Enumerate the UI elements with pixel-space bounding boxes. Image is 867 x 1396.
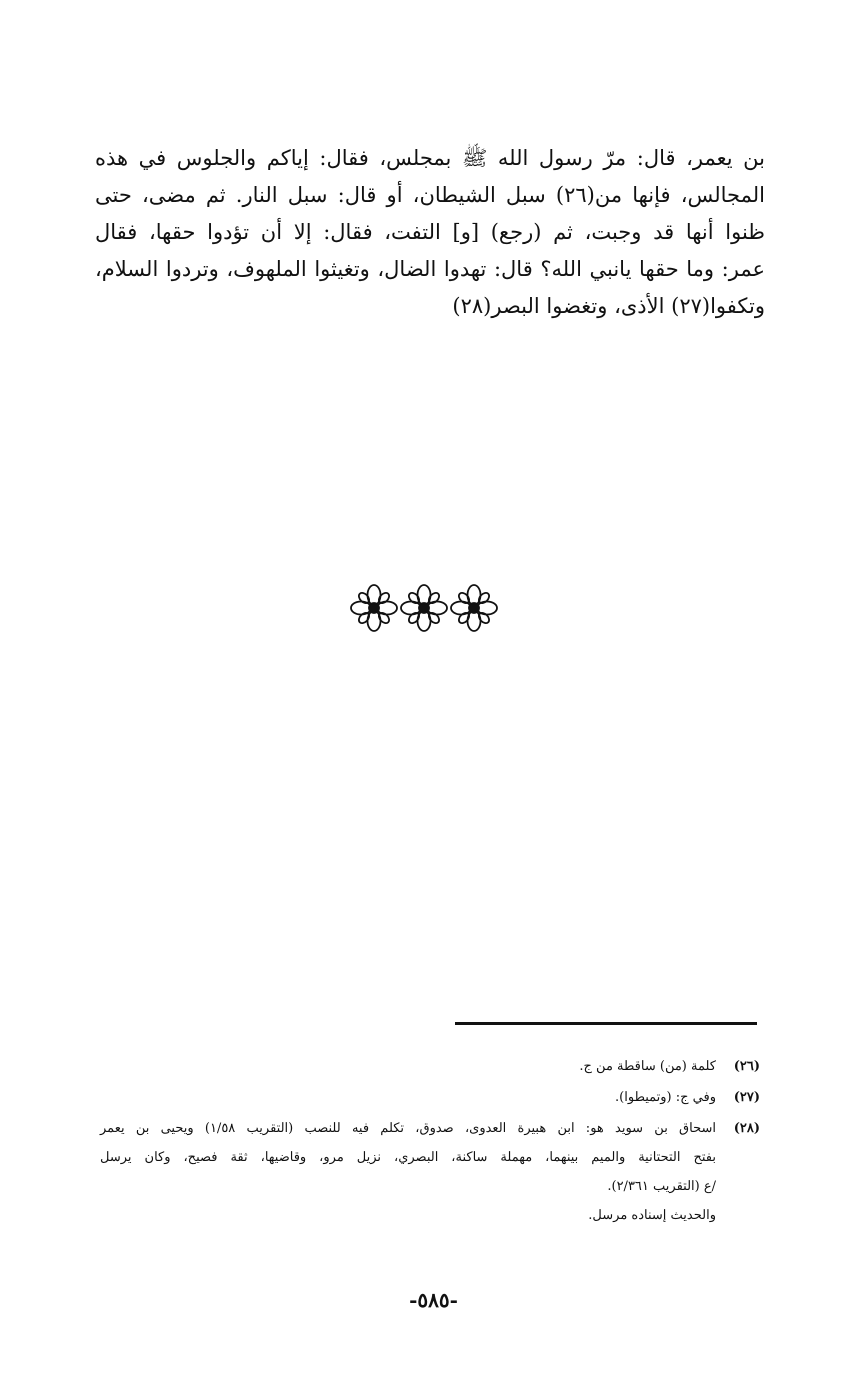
footnote-text: كلمة (من) ساقطة من ج. bbox=[579, 1059, 716, 1074]
footnote-number: (٢٨) bbox=[733, 1121, 760, 1136]
main-text-line: عمر: وما حقها يانبي الله؟ قال: تهدوا الضال، وتغيثوا الملهوف، وتردوا السلام، bbox=[95, 257, 765, 281]
triple-flower-ornament-icon bbox=[348, 580, 500, 636]
main-text-line: وتكفوا(٢٧) الأذى، وتغضوا البصر(٢٨) bbox=[452, 294, 765, 318]
page-number: -٥٨٥- bbox=[409, 1288, 458, 1312]
footnote-number: (٢٦) bbox=[733, 1059, 760, 1074]
flower-icon bbox=[401, 585, 447, 631]
main-text-line: ظنوا أنها قد وجبت، ثم (رجع) [و] التفت، فقال: إلا أن تؤدوا حقها، فقال bbox=[95, 220, 765, 244]
main-text-block bbox=[95, 140, 765, 325]
footnote-text: بفتح التحتانية والميم بينهما، مهملة ساكنة، البصري، نزيل مرو، وقاضيها، ثقة فصيح، وكان يرسل bbox=[100, 1150, 716, 1165]
footnote-text: وفي ج: (وتميطوا). bbox=[615, 1090, 716, 1105]
footnote-text: اسحاق بن سويد هو: ابن هبيرة العدوى، صدوق، تكلم فيه للنصب (التقريب ١/٥٨) ويحيى بن يعمر bbox=[100, 1121, 717, 1136]
main-text-line: المجالس، فإنها من(٢٦) سبل الشيطان، أو قال: سبل النار. ثم مضى، حتى bbox=[95, 183, 765, 207]
footnote-26 bbox=[100, 1052, 760, 1081]
flower-icon bbox=[451, 585, 497, 631]
footnote-text: /ع (التقريب ٢/٣٦١). bbox=[607, 1179, 716, 1194]
footnote-divider bbox=[455, 1022, 757, 1025]
footnotes-block bbox=[100, 1052, 760, 1232]
footnote-number: (٢٧) bbox=[733, 1090, 760, 1105]
flower-icon bbox=[351, 585, 397, 631]
footnote-27 bbox=[100, 1083, 760, 1112]
footnote-text: والحديث إسناده مرسل. bbox=[588, 1208, 716, 1223]
main-text-line: بن يعمر، قال: مرّ رسول الله ﷺ بمجلس، فقال: إياكم والجلوس في هذه bbox=[95, 146, 765, 170]
footnote-28 bbox=[100, 1114, 760, 1230]
